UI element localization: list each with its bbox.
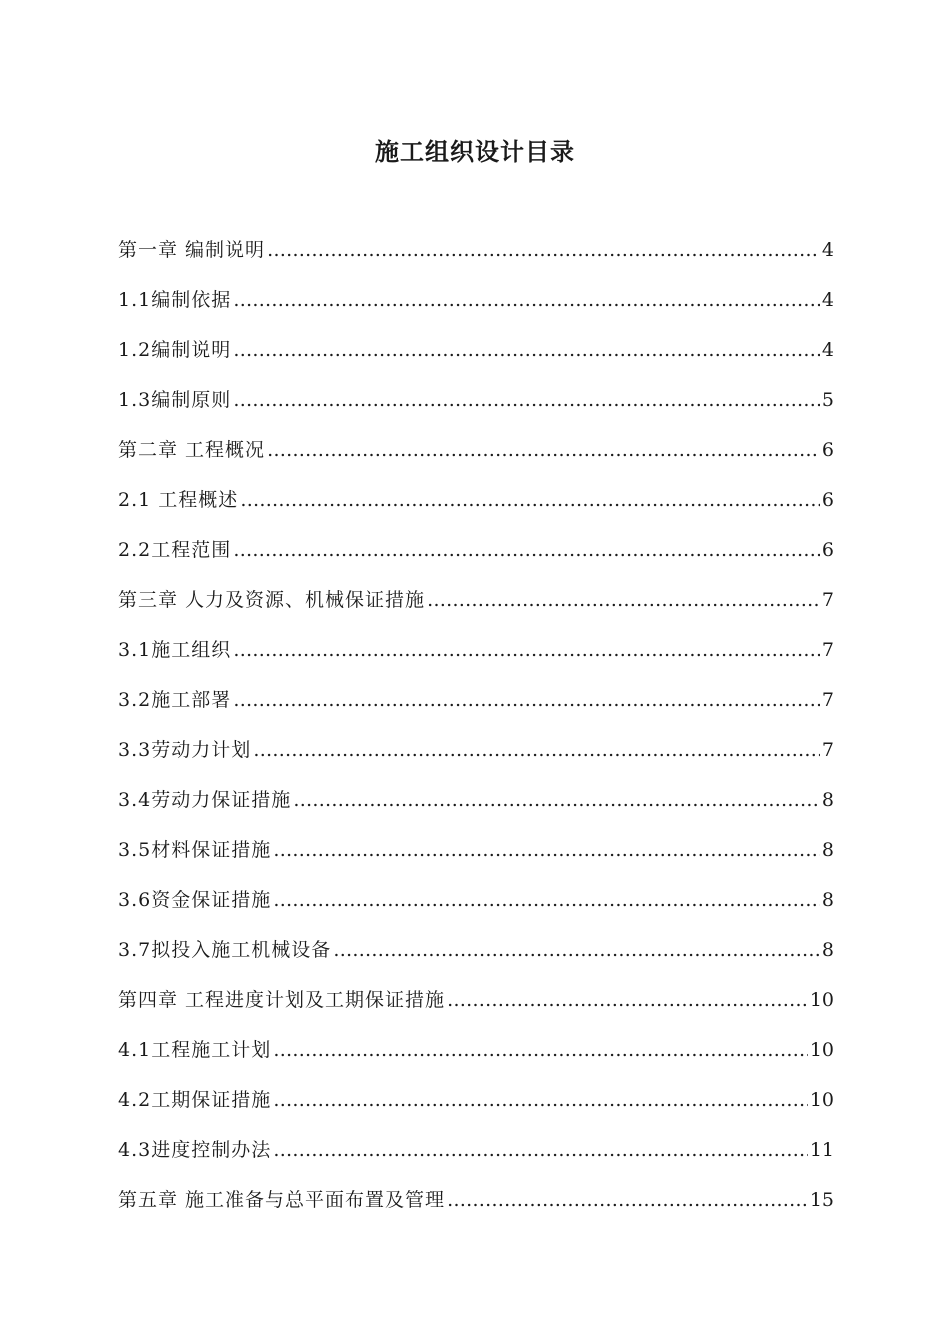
toc-entry-3-5[interactable] xyxy=(118,833,834,883)
toc-page-number: 7 xyxy=(821,739,834,761)
toc-entry-label: 第一章 编制说明 xyxy=(118,239,266,261)
toc-entry-3-4[interactable] xyxy=(118,783,834,833)
toc-dot-leader xyxy=(447,1183,808,1217)
toc-dot-leader xyxy=(267,433,820,467)
document-title: 施工组织设计目录 xyxy=(375,137,575,166)
toc-entry-label: 2.1 工程概述 xyxy=(118,489,239,511)
toc-entry-label: 3.1施工组织 xyxy=(118,639,232,661)
toc-entry-label: 1.2编制说明 xyxy=(118,339,232,361)
toc-entry-1-2[interactable] xyxy=(118,333,834,383)
toc-dot-leader xyxy=(273,1033,808,1067)
toc-dot-leader xyxy=(233,633,820,667)
toc-entry-label: 第二章 工程概况 xyxy=(118,439,266,461)
toc-entry-4-3[interactable] xyxy=(118,1133,834,1183)
toc-entry-1-1[interactable] xyxy=(118,283,834,333)
toc-page-number: 10 xyxy=(809,1089,834,1111)
toc-entry-3-6[interactable] xyxy=(118,883,834,933)
toc-page-number: 7 xyxy=(821,639,834,661)
toc-page-number: 8 xyxy=(821,939,834,961)
toc-entry-label: 第三章 人力及资源、机械保证措施 xyxy=(118,589,426,611)
toc-entry-4-1[interactable] xyxy=(118,1033,834,1083)
toc-entry-chapter-1[interactable] xyxy=(118,233,834,283)
toc-entry-label: 2.2工程范围 xyxy=(118,539,232,561)
toc-entry-label: 4.3进度控制办法 xyxy=(118,1139,272,1161)
toc-page-number: 7 xyxy=(821,689,834,711)
toc-page-number: 11 xyxy=(809,1139,834,1161)
toc-page-number: 8 xyxy=(821,889,834,911)
toc-page-number: 8 xyxy=(821,789,834,811)
toc-page-number: 6 xyxy=(821,539,834,561)
toc-dot-leader xyxy=(273,883,820,917)
toc-dot-leader xyxy=(233,333,820,367)
toc-page-number: 4 xyxy=(821,339,834,361)
toc-dot-leader xyxy=(253,733,820,767)
toc-dot-leader xyxy=(333,933,820,967)
toc-entry-label: 第五章 施工准备与总平面布置及管理 xyxy=(118,1189,446,1211)
toc-dot-leader xyxy=(233,383,820,417)
toc-page-number: 10 xyxy=(809,1039,834,1061)
toc-page-number: 15 xyxy=(809,1189,834,1211)
toc-page-number: 10 xyxy=(809,989,834,1011)
toc-entry-label: 第四章 工程进度计划及工期保证措施 xyxy=(118,989,446,1011)
toc-dot-leader xyxy=(233,533,820,567)
toc-page-number: 4 xyxy=(821,239,834,261)
toc-dot-leader xyxy=(233,283,820,317)
toc-entry-4-2[interactable] xyxy=(118,1083,834,1133)
toc-entry-3-3[interactable] xyxy=(118,733,834,783)
toc-entry-label: 1.1编制依据 xyxy=(118,289,232,311)
toc-page-number: 4 xyxy=(821,289,834,311)
toc-entry-label: 3.6资金保证措施 xyxy=(118,889,272,911)
toc-dot-leader xyxy=(273,1083,808,1117)
toc-entry-2-1[interactable] xyxy=(118,483,834,533)
toc-page-number: 5 xyxy=(821,389,834,411)
toc-entry-label: 4.1工程施工计划 xyxy=(118,1039,272,1061)
toc-page-number: 7 xyxy=(821,589,834,611)
toc-dot-leader xyxy=(447,983,808,1017)
toc-page-number: 8 xyxy=(821,839,834,861)
toc-dot-leader xyxy=(233,683,820,717)
toc-dot-leader xyxy=(267,233,820,267)
toc-entry-chapter-2[interactable] xyxy=(118,433,834,483)
toc-entry-label: 1.3编制原则 xyxy=(118,389,232,411)
toc-entry-label: 3.2施工部署 xyxy=(118,689,232,711)
toc-entry-chapter-3[interactable] xyxy=(118,583,834,633)
toc-dot-leader xyxy=(427,583,820,617)
toc-entry-chapter-4[interactable] xyxy=(118,983,834,1033)
toc-entry-label: 3.5材料保证措施 xyxy=(118,839,272,861)
toc-entry-3-2[interactable] xyxy=(118,683,834,733)
toc-dot-leader xyxy=(273,833,820,867)
toc-entry-label: 3.4劳动力保证措施 xyxy=(118,789,292,811)
toc-entry-label: 3.7拟投入施工机械设备 xyxy=(118,939,332,961)
toc-page-number: 6 xyxy=(821,489,834,511)
toc-dot-leader xyxy=(240,483,820,517)
toc-entry-label: 4.2工期保证措施 xyxy=(118,1089,272,1111)
toc-entry-3-1[interactable] xyxy=(118,633,834,683)
table-of-contents xyxy=(118,233,834,1233)
toc-entry-1-3[interactable] xyxy=(118,383,834,433)
toc-page-number: 6 xyxy=(821,439,834,461)
toc-entry-3-7[interactable] xyxy=(118,933,834,983)
toc-entry-2-2[interactable] xyxy=(118,533,834,583)
toc-dot-leader xyxy=(293,783,820,817)
toc-entry-label: 3.3劳动力计划 xyxy=(118,739,252,761)
toc-dot-leader xyxy=(273,1133,808,1167)
toc-entry-chapter-5[interactable] xyxy=(118,1183,834,1233)
